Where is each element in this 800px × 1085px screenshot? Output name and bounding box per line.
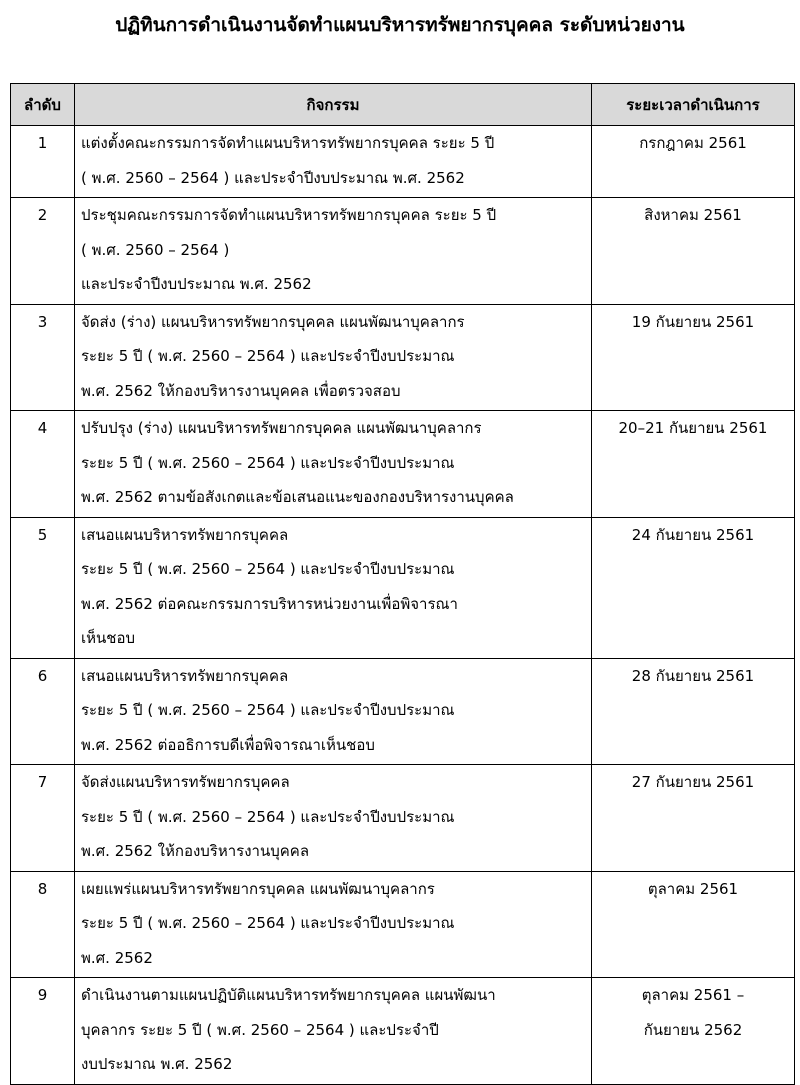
table-body	[11, 126, 795, 1085]
activity-line: ดำเนินงานตามแผนปฏิบัติแผนบริหารทรัพยากรบุคคล แผนพัฒนา	[81, 986, 496, 1004]
activity-line: พ.ศ. 2562 ต่ออธิการบดีเพื่อพิจารณาเห็นชอบ	[81, 735, 375, 754]
table-row	[11, 304, 795, 411]
period-line: 27 กันยายน 2561	[631, 773, 755, 791]
period-line: กันยายน 2562	[643, 1020, 743, 1039]
activity-line: จัดส่ง (ร่าง) แผนบริหารทรัพยากรบุคคล แผนพัฒนาบุคลากร	[81, 312, 465, 331]
period-line: 28 กันยายน 2561	[631, 666, 755, 685]
period-line: กรกฎาคม 2561	[639, 134, 747, 152]
activity-line: ระยะ 5 ปี ( พ.ศ. 2560 – 2564 ) และประจำปีงบประมาณ	[81, 914, 455, 932]
row-number: 4	[11, 411, 75, 518]
activity-cell	[75, 658, 592, 765]
activity-cell	[75, 198, 592, 305]
activity-line: เสนอแผนบริหารทรัพยากรบุคคล	[81, 666, 289, 685]
activity-line: พ.ศ. 2562 ต่อคณะกรรมการบริหารหน่วยงานเพื่อพิจารณา	[81, 594, 458, 613]
activity-line: ระยะ 5 ปี ( พ.ศ. 2560 – 2564 ) และประจำปีงบประมาณ	[81, 701, 455, 719]
period-line: 24 กันยายน 2561	[631, 525, 755, 544]
period-line: 20–21 กันยายน 2561	[618, 419, 768, 437]
period-cell	[592, 978, 795, 1085]
row-number: 9	[11, 978, 75, 1085]
period-cell	[592, 304, 795, 411]
activity-line: ประชุมคณะกรรมการจัดทำแผนบริหารทรัพยากรบุคคล ระยะ 5 ปี	[81, 206, 497, 224]
activity-cell	[75, 517, 592, 658]
activity-line: พ.ศ. 2562	[81, 948, 153, 967]
period-cell	[592, 765, 795, 872]
period-cell	[592, 126, 795, 198]
table-row	[11, 411, 795, 518]
row-number: 5	[11, 517, 75, 658]
activity-cell	[75, 126, 592, 198]
table-header	[11, 84, 795, 126]
activity-line: ระยะ 5 ปี ( พ.ศ. 2560 – 2564 ) และประจำปีงบประมาณ	[81, 560, 455, 578]
header-activity: กิจกรรม	[75, 84, 592, 126]
activity-line: บุคลากร ระยะ 5 ปี ( พ.ศ. 2560 – 2564 ) และประจำปี	[81, 1020, 439, 1039]
table-row	[11, 765, 795, 872]
page-title: ปฏิทินการดำเนินงานจัดทำแผนบริหารทรัพยากรบุคคล ระดับหน่วยงาน	[115, 14, 685, 36]
period-line: ตุลาคม 2561	[647, 879, 739, 898]
activity-line: พ.ศ. 2562 ให้กองบริหารงานบุคคล	[81, 842, 310, 860]
row-number: 7	[11, 765, 75, 872]
table-row	[11, 198, 795, 305]
period-cell	[592, 411, 795, 518]
activity-cell	[75, 765, 592, 872]
activity-cell	[75, 304, 592, 411]
period-line: สิงหาคม 2561	[644, 206, 742, 224]
activity-line: และประจำปีงบประมาณ พ.ศ. 2562	[81, 275, 312, 293]
activity-line: ระยะ 5 ปี ( พ.ศ. 2560 – 2564 ) และประจำปีงบประมาณ	[81, 347, 455, 365]
row-number: 1	[11, 126, 75, 198]
activity-line: เห็นชอบ	[81, 629, 135, 647]
period-cell	[592, 658, 795, 765]
activity-cell	[75, 411, 592, 518]
table-row	[11, 658, 795, 765]
activity-line: ( พ.ศ. 2560 – 2564 )	[81, 240, 230, 259]
period-line: 19 กันยายน 2561	[631, 312, 755, 331]
activity-cell	[75, 871, 592, 978]
period-cell	[592, 198, 795, 305]
activity-line: งบประมาณ พ.ศ. 2562	[81, 1055, 233, 1073]
activity-line: ปรับปรุง (ร่าง) แผนบริหารทรัพยากรบุคคล แผนพัฒนาบุคลากร	[81, 419, 482, 437]
schedule-table	[10, 83, 795, 1085]
activity-line: เสนอแผนบริหารทรัพยากรบุคคล	[81, 525, 289, 544]
row-number: 8	[11, 871, 75, 978]
header-row	[11, 84, 795, 126]
period-line: ตุลาคม 2561 –	[641, 986, 745, 1004]
period-cell	[592, 871, 795, 978]
row-number: 6	[11, 658, 75, 765]
activity-line: ( พ.ศ. 2560 – 2564 ) และประจำปีงบประมาณ พ.ศ. 2562	[81, 168, 465, 187]
activity-line: จัดส่งแผนบริหารทรัพยากรบุคคล	[81, 773, 290, 791]
header-period: ระยะเวลาดำเนินการ	[592, 84, 795, 126]
table-row	[11, 871, 795, 978]
table-row	[11, 126, 795, 198]
table-row	[11, 978, 795, 1085]
row-number: 3	[11, 304, 75, 411]
activity-line: เผยแพร่แผนบริหารทรัพยากรบุคคล แผนพัฒนาบุคลากร	[81, 879, 435, 898]
activity-cell	[75, 978, 592, 1085]
activity-line: พ.ศ. 2562 ตามข้อสังเกตและข้อเสนอแนะของกองบริหารงานบุคคล	[81, 488, 514, 506]
header-order: ลำดับ	[11, 84, 75, 126]
period-cell	[592, 517, 795, 658]
activity-line: พ.ศ. 2562 ให้กองบริหารงานบุคคล เพื่อตรวจสอบ	[81, 381, 401, 400]
row-number: 2	[11, 198, 75, 305]
activity-line: แต่งตั้งคณะกรรมการจัดทำแผนบริหารทรัพยากรบุคคล ระยะ 5 ปี	[81, 134, 495, 152]
activity-line: ระยะ 5 ปี ( พ.ศ. 2560 – 2564 ) และประจำปีงบประมาณ	[81, 807, 455, 826]
activity-line: ระยะ 5 ปี ( พ.ศ. 2560 – 2564 ) และประจำปีงบประมาณ	[81, 453, 455, 472]
table-row	[11, 517, 795, 658]
